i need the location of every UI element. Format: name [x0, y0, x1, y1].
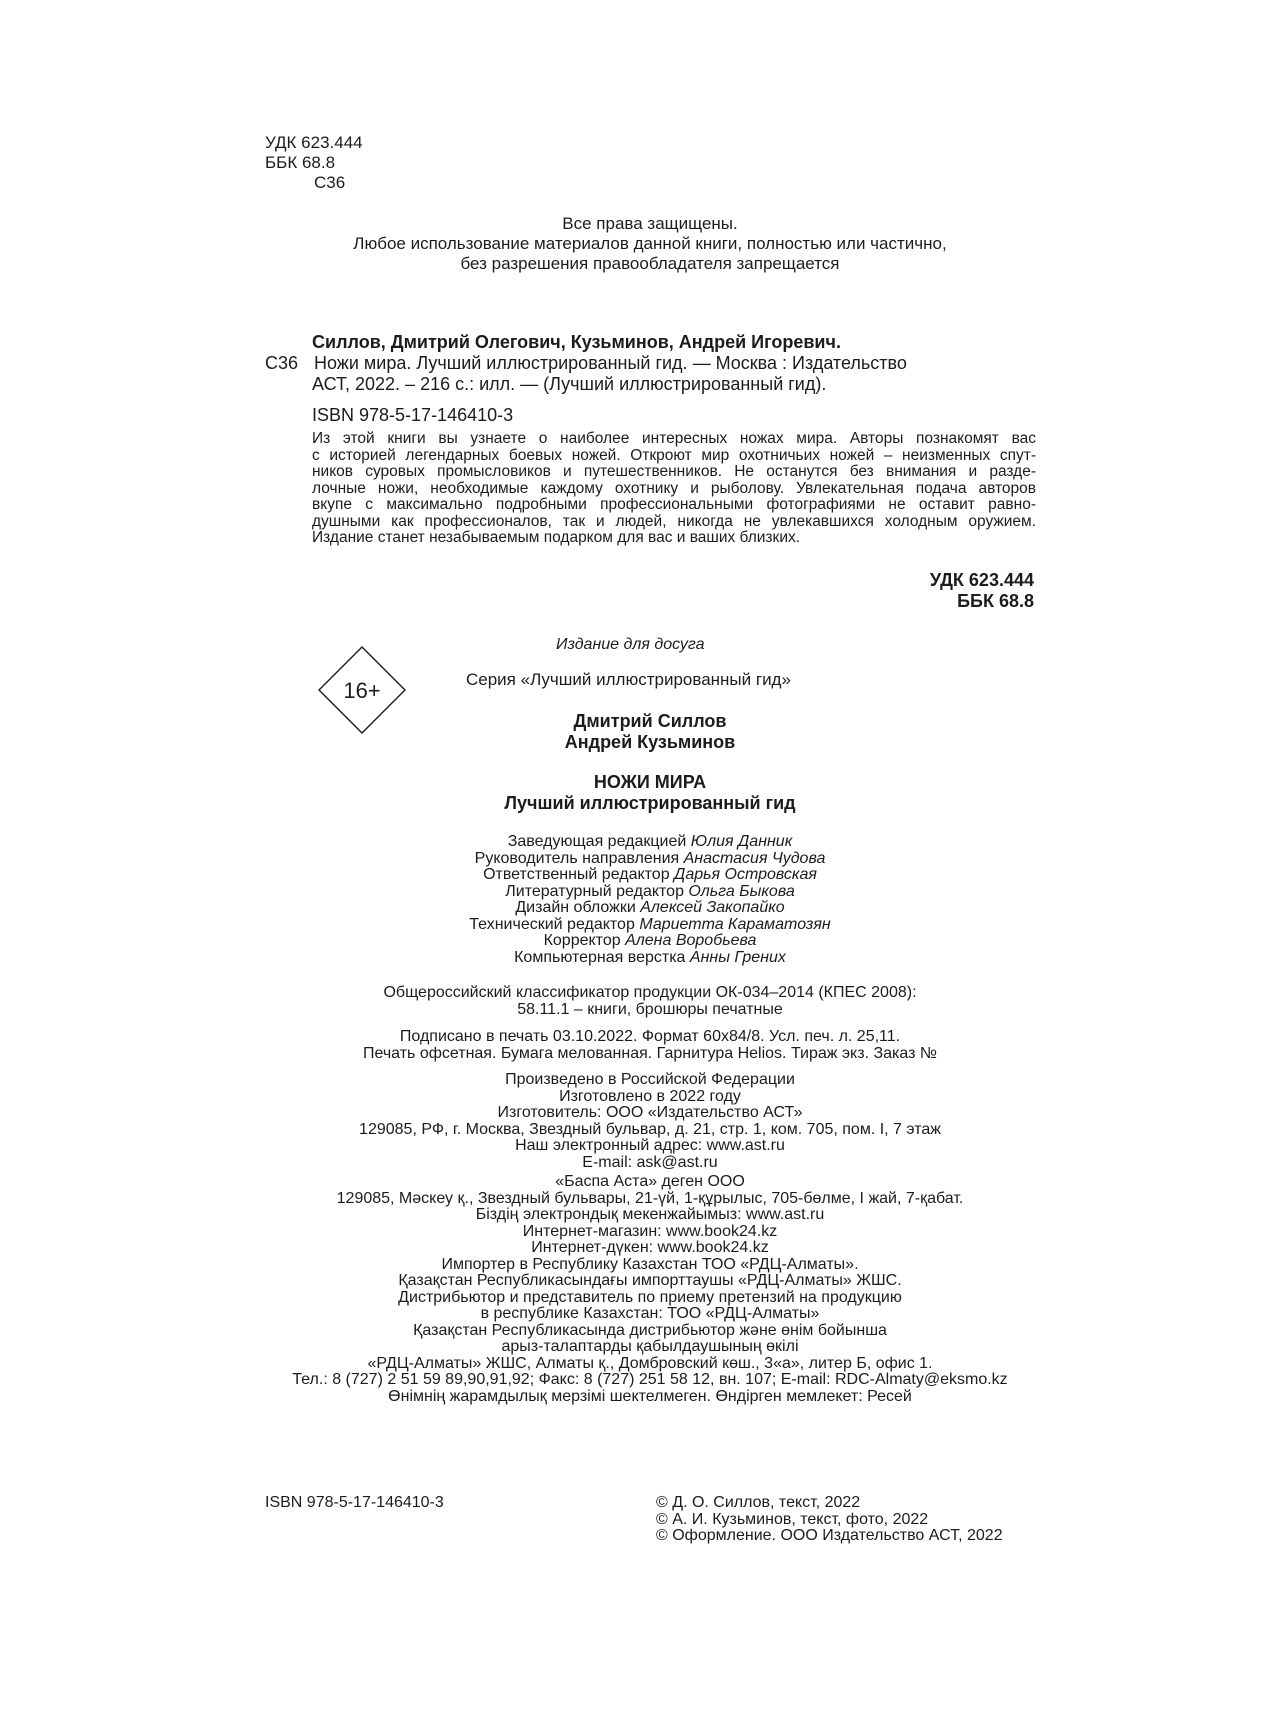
- kazakh-line: в республике Казахстан: ТОО «РДЦ-Алматы»: [480, 1305, 820, 1322]
- kazakh-line: Интернет-магазин: www.book24.kz: [522, 1222, 778, 1240]
- record-title-line: Ножи мира. Лучший иллюстрированный гид. — Москва : Издательство: [314, 353, 907, 373]
- kazakh-line: Импортер в Республику Казахстан ТОО «РДЦ-Алматы».: [441, 1255, 859, 1273]
- annotation-line: Из этой книги вы узнаете о наиболее интересных ножах мира. Авторы познакомят вас: [312, 430, 1036, 447]
- kazakh-line: Дистрибьютор и представитель по приему претензий на продукцию: [398, 1288, 902, 1306]
- kazakh-line: Біздің электрондық мекенжайымыз: www.ast.ru: [475, 1206, 825, 1223]
- credit-line: [250, 867, 1050, 884]
- production-line: Произведено в Российской Федерации: [505, 1071, 795, 1088]
- kazakhstan-info: [245, 1174, 1055, 1405]
- author-name: Дмитрий Силлов: [573, 711, 727, 731]
- annotation-line: лочные ножи, необходимые каждому охотнику и рыболову. Увлекательная подача авторов: [312, 479, 1036, 497]
- rights-line: Все права защищены.: [562, 214, 738, 233]
- leisure-label: Издание для досуга: [556, 636, 705, 653]
- series-label: Серия «Лучший иллюстрированный гид»: [466, 670, 791, 689]
- kazakh-line: Қазақстан Республикасында дистрибьютор және өнім бойынша: [413, 1321, 887, 1339]
- credit-role: Технический редактор: [469, 915, 635, 933]
- credits: [250, 834, 1050, 966]
- credit-name: Юлия Данник: [690, 833, 793, 850]
- credit-role: Литературный редактор: [505, 882, 684, 900]
- classifier-line: Общероссийский классификатор продукции ОК-034–2014 (КПЕС 2008):: [383, 984, 917, 1001]
- credit-role: Заведующая редакцией: [507, 833, 687, 850]
- bbk-code: ББК 68.8: [265, 153, 336, 172]
- age-rating-text: 16+: [343, 678, 381, 703]
- credit-line: [250, 834, 1050, 851]
- classifier-line: 58.11.1 – книги, брошюры печатные: [517, 1000, 783, 1018]
- annotation-line: Издание станет незабываемым подарком для вас и ваших близких.: [312, 529, 801, 546]
- copyright-line: © Оформление. ООО Издательство АСТ, 2022: [656, 1527, 1003, 1544]
- credit-role: Компьютерная верстка: [514, 948, 686, 966]
- production-info: [250, 1072, 1050, 1171]
- print-info: [250, 1029, 1050, 1062]
- author-sign: С36: [314, 173, 346, 192]
- annotation-line: с историей легендарных боевых ножей. Откроют мир охотничьих ножей – неизменных спут-: [312, 446, 1036, 464]
- book-title: НОЖИ МИРА: [593, 772, 707, 792]
- rights-notice: [250, 214, 1050, 274]
- credit-line: [250, 884, 1050, 901]
- credit-line: [250, 917, 1050, 934]
- production-line: Изготовлено в 2022 году: [559, 1087, 741, 1105]
- credit-role: Корректор: [543, 932, 621, 949]
- copyrights: [656, 1495, 1003, 1545]
- annotation-line: вкупе с максимально подробными профессиональными фотографиями не оставит равно-: [312, 496, 1036, 513]
- record-title-line: АСТ, 2022. – 216 с.: илл. — (Лучший иллюстрированный гид).: [312, 374, 827, 394]
- kazakh-line: Қазақстан Республикасындағы импорттаушы «РДЦ-Алматы» ЖШС.: [398, 1272, 902, 1289]
- production-line: E-mail: ask@ast.ru: [582, 1153, 718, 1171]
- credit-name: Ольга Быкова: [688, 882, 795, 900]
- annotation-line: душными как профессионалов, так и людей, никогда не увлекавшихся холодным оружием.: [312, 512, 1036, 530]
- annotation: [312, 431, 1036, 547]
- rights-line: Любое использование материалов данной книги, полностью или частично,: [353, 234, 947, 253]
- copyright-line: © А. И. Кузьминов, текст, фото, 2022: [656, 1510, 929, 1528]
- udk-code: УДК 623.444: [929, 570, 1034, 590]
- record-authors: Силлов, Дмитрий Олегович, Кузьминов, Андрей Игоревич.: [312, 332, 841, 352]
- author-name: Андрей Кузьминов: [564, 732, 736, 752]
- credit-name: Дарья Островская: [674, 866, 817, 883]
- rights-line: без разрешения правообладателя запрещается: [460, 254, 840, 273]
- credit-role: Руководитель направления: [474, 849, 680, 867]
- classifier: [250, 985, 1050, 1018]
- credit-line: [250, 950, 1050, 967]
- authors-names: [250, 711, 1050, 753]
- credit-line: [250, 933, 1050, 950]
- print-info-line: Печать офсетная. Бумага мелованная. Гарнитура Helios. Тираж экз. Заказ №: [362, 1044, 938, 1062]
- credit-name: Алена Воробьева: [625, 932, 757, 949]
- record-isbn: ISBN 978-5-17-146410-3: [312, 405, 514, 425]
- kazakh-line: Интернет-дүкен: www.book24.kz: [531, 1239, 769, 1256]
- credit-name: Мариетта Караматозян: [639, 915, 831, 933]
- book-subtitle: Лучший иллюстрированный гид: [504, 793, 796, 813]
- print-info-line: Подписано в печать 03.10.2022. Формат 60x84/8. Усл. печ. л. 25,11.: [399, 1028, 901, 1045]
- kazakh-line: 129085, Мәскеу қ., Звездный бульвары, 21-үй, 1-құрылыс, 705-бөлме, I жай, 7-қабат.: [336, 1189, 964, 1207]
- credit-line: [250, 900, 1050, 917]
- credit-role: Ответственный редактор: [483, 866, 670, 883]
- credit-name: Анны Грених: [689, 948, 786, 966]
- credit-line: [250, 851, 1050, 868]
- credit-name: Алексей Закопайко: [640, 899, 785, 916]
- production-line: Изготовитель: ООО «Издательство АСТ»: [497, 1104, 803, 1121]
- udk-code: УДК 623.444: [265, 133, 363, 152]
- kazakh-line: Өнімнің жарамдылық мерзімі шектелмеген. Өндірген мемлекет: Ресей: [388, 1387, 912, 1405]
- credit-role: Дизайн обложки: [515, 899, 636, 916]
- kazakh-line: арыз-талаптарды қабылдаушының өкілі: [501, 1338, 799, 1355]
- footer-isbn: ISBN 978-5-17-146410-3: [265, 1494, 444, 1511]
- production-line: 129085, РФ, г. Москва, Звездный бульвар, д. 21, стр. 1, ком. 705, пом. I, 7 этаж: [359, 1120, 941, 1138]
- udk-block-right: [930, 570, 1034, 612]
- record-sign: С36: [265, 353, 299, 373]
- bbk-code: ББК 68.8: [957, 591, 1034, 611]
- production-line: Наш электронный адрес: www.ast.ru: [515, 1137, 785, 1154]
- kazakh-line: «Баспа Аста» деген ООО: [555, 1173, 745, 1190]
- kazakh-line: Тел.: 8 (727) 2 51 59 89,90,91,92; Факс: 8 (727) 251 58 12, вн. 107; E-mail: RDC-Almaty@eksmo.kz: [292, 1371, 1008, 1388]
- udk-block-top: [265, 133, 363, 193]
- annotation-line: ников суровых промысловиков и путешественников. Не останутся без внимания и разде-: [312, 463, 1036, 480]
- copyright-line: © Д. О. Силлов, текст, 2022: [656, 1494, 861, 1511]
- kazakh-line: «РДЦ-Алматы» ЖШС, Алматы қ., Домбровский көш., 3«а», литер Б, офис 1.: [367, 1354, 933, 1372]
- credit-name: Анастасия Чудова: [683, 849, 826, 867]
- bibliographic-record: [265, 332, 1045, 426]
- book-title-block: [250, 772, 1050, 814]
